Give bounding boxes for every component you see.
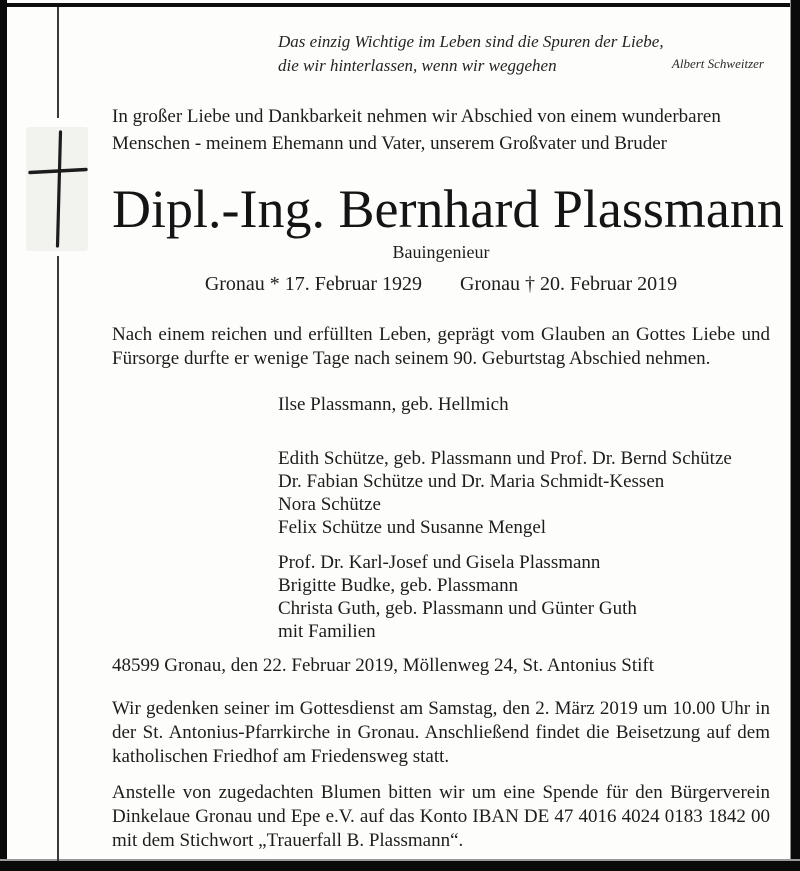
margin-rule-upper [57,7,59,118]
memorial-cross-icon [26,127,88,251]
deceased-profession: Bauingenieur [392,242,490,262]
quote-line-1: Das einzig Wichtige im Leben sind die Spuren der Liebe, [278,32,664,51]
mourner-line: Brigitte Budke, geb. Plassmann [278,575,519,596]
intro-line-2: Menschen - meinem Ehemann und Vater, unserem Großvater und Bruder [112,133,667,154]
mourner-line: Felix Schütze und Susanne Mengel [278,517,547,538]
frame-right-border [791,0,800,871]
obituary-content [112,0,784,853]
mourner-line: Prof. Dr. Karl-Josef und Gisela Plassmann [278,552,601,573]
mourner-group-widow [278,393,770,416]
mourner-line: Christa Guth, geb. Plassmann und Günter Guth [278,598,637,619]
quote-block [278,30,770,78]
life-dates [112,271,770,297]
intro-text [112,103,770,157]
mourner-line: mit Familien [278,621,376,642]
mourner-group-plassmann [278,551,770,643]
service-paragraph: Wir gedenken seiner im Gottesdienst am Samstag, den 2. März 2019 um 10.00 Uhr in der St. Antonius-Pfarrkirche in Gronau. Anschließend findet die Beisetzung auf dem katholischen Friedhof am Friedensweg statt. [112,698,770,767]
mourners-list [278,393,770,643]
death-place-date: Gronau † 20. Februar 2019 [460,273,678,295]
life-paragraph: Nach einem reichen und erfüllten Leben, geprägt vom Glauben an Gottes Liebe und Fürsorge durfte er wenige Tage nach seinem 90. Geburtstag Abschied nehmen. [112,324,770,369]
birth-place-date: Gronau * 17. Februar 1929 [204,273,422,295]
donation-paragraph: Anstelle von zugedachten Blumen bitten wir um eine Spende für den Bürgerverein Dinkelaue Gronau und Epe e.V. auf das Konto IBAN DE 47 4016 4024 0183 1842 00 mit dem Stichwort „Trauerfall B. Plassmann“. [112,782,770,851]
quote-attribution: Albert Schweitzer [671,56,764,71]
mourner-line: Nora Schütze [278,494,381,515]
intro-line-1: In großer Liebe und Dankbarkeit nehmen wir Abschied von einem wunderbaren [112,106,721,127]
mourner-line: Dr. Fabian Schütze und Dr. Maria Schmidt-Kessen [278,471,665,492]
mourner-group-schuetze [278,447,770,539]
mourner-line: Ilse Plassmann, geb. Hellmich [278,394,509,415]
deceased-name: Dipl.-Ing. Bernhard Plassmann [112,179,784,239]
frame-bottom-border [0,861,800,871]
margin-rule-lower [57,256,59,861]
frame-left-border [0,0,7,871]
dateline: 48599 Gronau, den 22. Februar 2019, Möllenweg 24, St. Antonius Stift [112,655,654,676]
quote-line-2: die wir hinterlassen, wenn wir weggehen [278,56,557,75]
mourner-line: Edith Schütze, geb. Plassmann und Prof. Dr. Bernd Schütze [278,448,732,469]
